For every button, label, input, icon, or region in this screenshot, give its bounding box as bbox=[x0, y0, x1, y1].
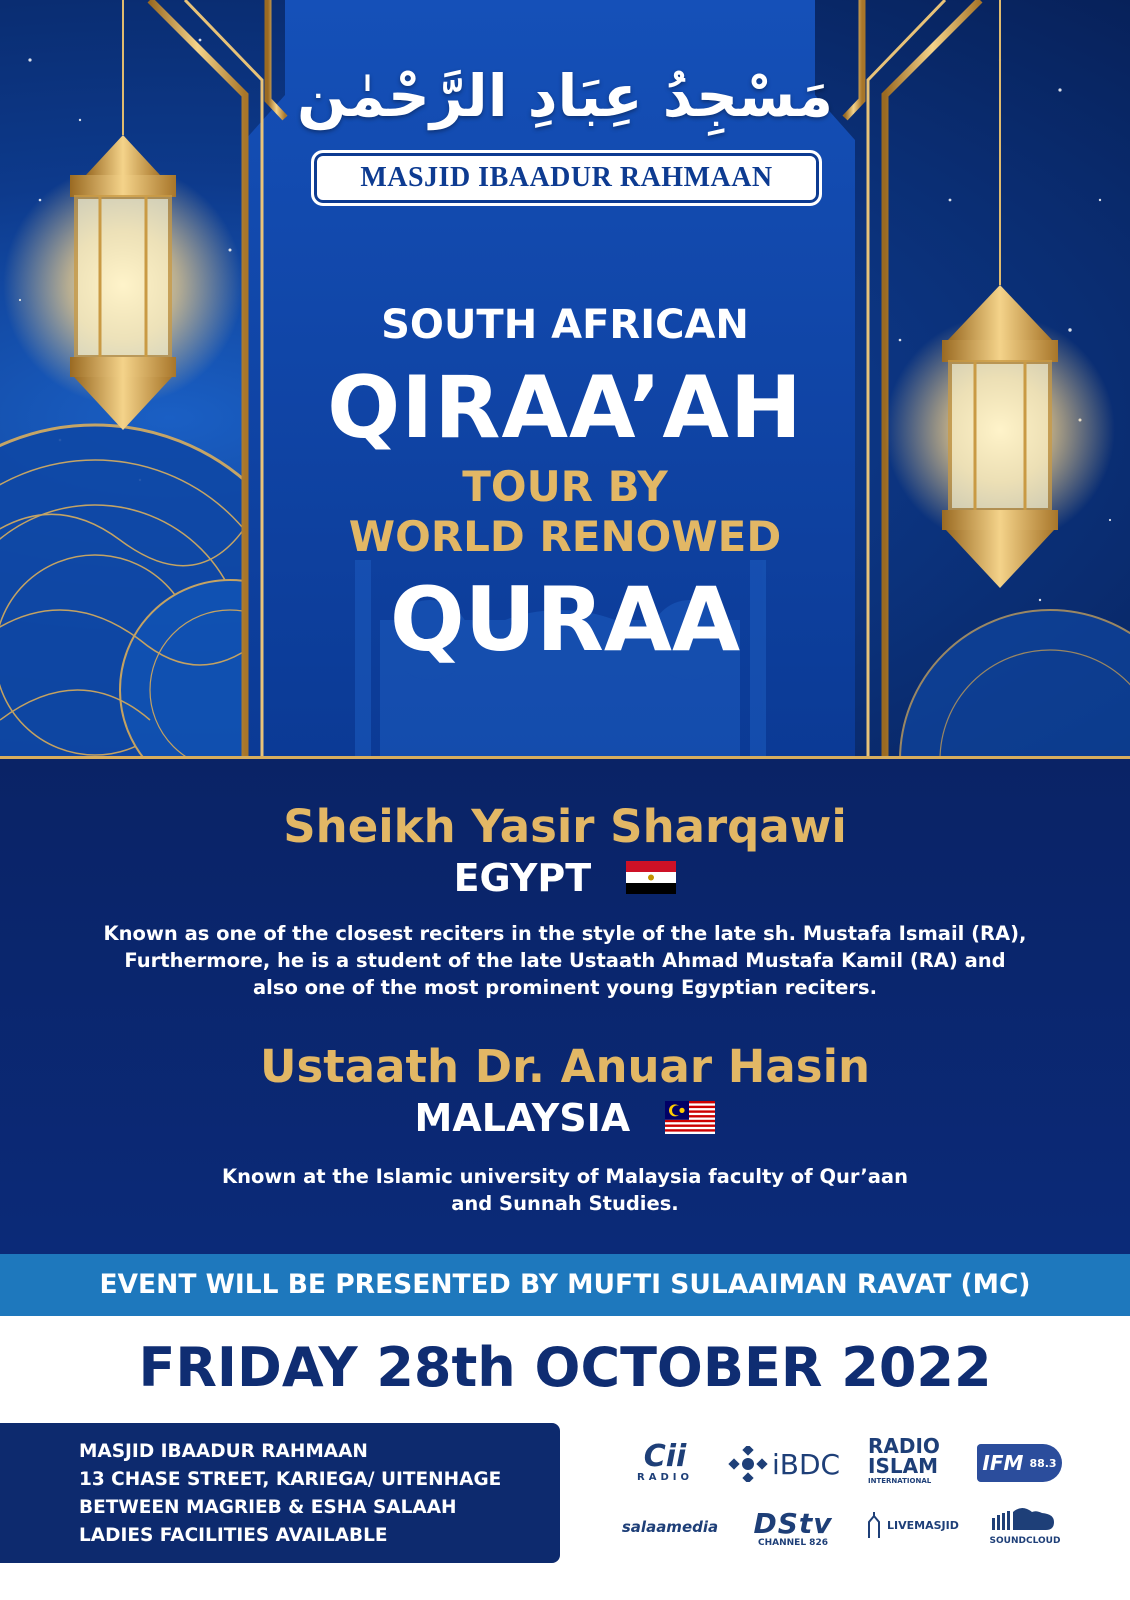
reciter-1-name: Sheikh Yasir Sharqawi bbox=[283, 800, 847, 853]
masjid-name: MASJID IBAADUR RAHMAAN bbox=[360, 162, 773, 193]
reciter-1-country: EGYPT bbox=[453, 856, 592, 900]
egypt-flag-icon bbox=[626, 859, 676, 903]
ibdc-logo bbox=[728, 1446, 848, 1482]
malaysia-flag-icon bbox=[665, 1099, 715, 1143]
title-line-1: SOUTH AFRICAN bbox=[381, 302, 749, 348]
reciter-1-country-row bbox=[0, 856, 1130, 903]
cii-radio-logo bbox=[620, 1439, 710, 1483]
reciter-1-description bbox=[60, 920, 1070, 1001]
reciter-2-name: Ustaath Dr. Anuar Hasin bbox=[259, 1040, 871, 1093]
reciter-2-country-row bbox=[0, 1096, 1130, 1143]
ifm-logo-freq: 88.3 bbox=[1029, 1456, 1057, 1470]
arabic-masjid-title: مَسْجِدُ عِبَادِ الرَّحْمٰن bbox=[296, 62, 834, 130]
venue-line-1: MASJID IBAADUR RAHMAAN bbox=[79, 1441, 368, 1462]
title-line-5: QURAA bbox=[389, 568, 741, 671]
title-line-2: QIRAA’AH bbox=[327, 358, 803, 458]
radio-islam-line-2: ISLAM bbox=[868, 1454, 938, 1478]
venue-line-3: BETWEEN MAGRIEB & ESHA SALAAH bbox=[79, 1497, 457, 1518]
salaamedia-logo: salaamedia bbox=[621, 1518, 719, 1536]
cii-logo-sub: RADIO bbox=[637, 1472, 693, 1483]
hero-section bbox=[0, 0, 1130, 760]
reciter-1-desc-line-1: Known as one of the closest reciters in the style of the late sh. Mustafa Ismail (RA), bbox=[103, 922, 1027, 945]
dstv-logo bbox=[738, 1507, 848, 1548]
reciter-1-desc-line-2: Furthermore, he is a student of the late Ustaath Ahmad Mustafa Kamil (RA) and bbox=[124, 949, 1006, 972]
livemasjid-logo bbox=[865, 1512, 965, 1538]
soundcloud-text: SOUNDCLOUD bbox=[989, 1536, 1061, 1546]
title-line-3: TOUR BY bbox=[462, 462, 668, 511]
radio-islam-line-3: INTERNATIONAL bbox=[868, 1477, 932, 1485]
venue-line-4: LADIES FACILITIES AVAILABLE bbox=[79, 1525, 388, 1546]
title-line-4: WORLD RENOWED bbox=[348, 512, 782, 561]
minaret-icon bbox=[865, 1512, 883, 1538]
masjid-name-box bbox=[311, 150, 822, 206]
soundcloud-cloud-icon bbox=[990, 1506, 1060, 1532]
radio-islam-line-1: RADIO bbox=[868, 1434, 940, 1458]
reciter-1-desc-line-3: also one of the most prominent young Egyptian reciters. bbox=[253, 976, 877, 999]
reciter-2-country: MALAYSIA bbox=[414, 1096, 631, 1140]
ibdc-pattern-icon bbox=[728, 1446, 768, 1482]
reciter-2-desc-line-2: and Sunnah Studies. bbox=[451, 1192, 679, 1215]
ibdc-logo-text: iBDC bbox=[772, 1447, 841, 1481]
gold-divider bbox=[0, 756, 1130, 759]
venue-line-2: 13 CHASE STREET, KARIEGA/ UITENHAGE bbox=[79, 1469, 502, 1490]
cii-logo-text: Cii bbox=[643, 1439, 687, 1474]
radio-islam-logo bbox=[868, 1436, 958, 1486]
event-date: FRIDAY 28th OCTOBER 2022 bbox=[138, 1336, 992, 1399]
venue-info-box bbox=[0, 1423, 560, 1563]
soundcloud-logo bbox=[985, 1506, 1065, 1546]
ifm-logo-text: IFM bbox=[982, 1451, 1024, 1475]
ifm-logo bbox=[977, 1444, 1062, 1482]
reciter-2-description bbox=[60, 1163, 1070, 1217]
livemasjid-text: LIVEMASJID bbox=[887, 1518, 959, 1532]
presenter-banner: EVENT WILL BE PRESENTED BY MUFTI SULAAIMAN RAVAT (MC) bbox=[0, 1254, 1130, 1316]
reciter-2-desc-line-1: Known at the Islamic university of Malaysia faculty of Qur’aan bbox=[222, 1165, 908, 1188]
dstv-channel: CHANNEL 826 bbox=[758, 1538, 828, 1548]
dstv-logo-text: DStv bbox=[753, 1507, 833, 1540]
